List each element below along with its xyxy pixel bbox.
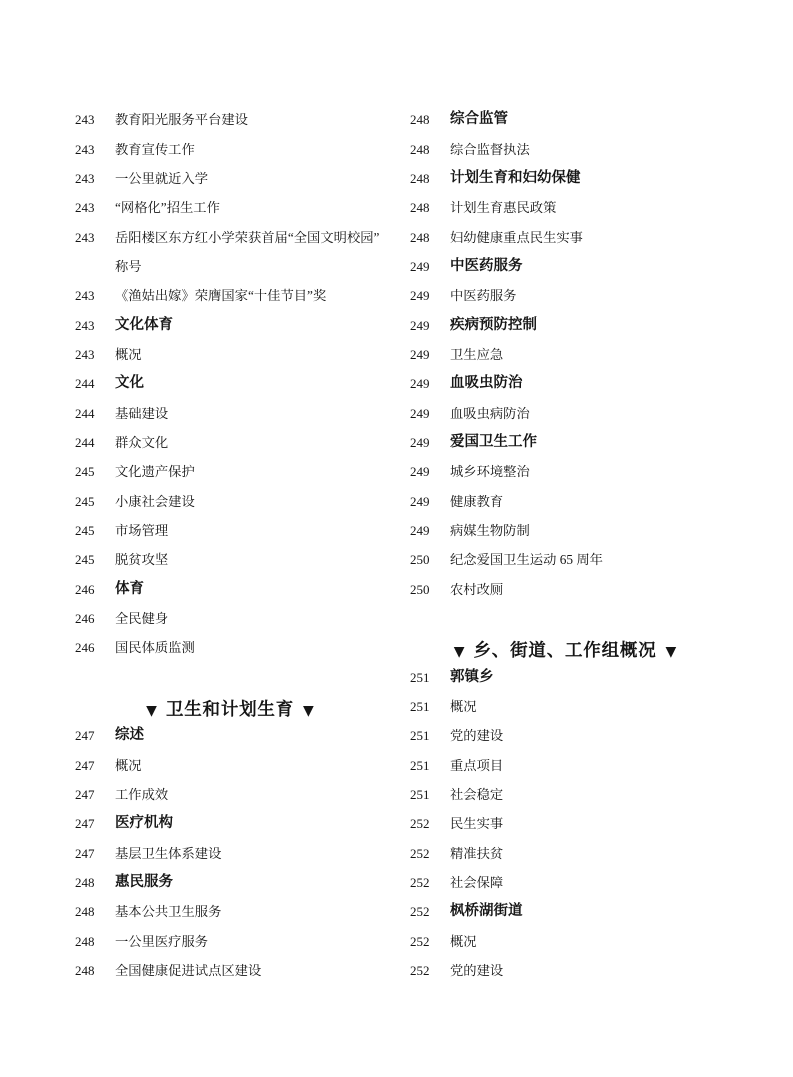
toc-entry-title: 教育宣传工作 (115, 141, 195, 157)
toc-heading (75, 721, 385, 750)
toc-entry-title: 健康教育 (450, 493, 504, 509)
toc-entry-title: 党的建设 (450, 962, 504, 978)
toc-entry (410, 809, 720, 838)
toc-entry (410, 399, 720, 428)
toc-entry (410, 868, 720, 897)
down-triangle-icon (454, 640, 465, 660)
toc-entry-title: 医疗机构 (115, 815, 173, 832)
toc-entry-title: 概况 (450, 698, 477, 714)
toc-entry-title: 称号 (115, 258, 142, 274)
toc-entry-title: 脱贫攻坚 (115, 552, 169, 568)
toc-entry (75, 281, 385, 310)
toc-entry (410, 487, 720, 516)
toc-page-number: 249 (410, 493, 430, 509)
toc-entry-title: 国民体质监测 (115, 640, 195, 656)
toc-entry-title: 中医药服务 (450, 257, 523, 274)
toc-page-number: 252 (410, 816, 430, 832)
toc-entry (410, 545, 720, 574)
toc-entry-title: 群众文化 (115, 434, 169, 450)
toc-entry (75, 545, 385, 574)
toc-entry-title: 基础建设 (115, 405, 169, 421)
toc-page-number: 243 (75, 112, 95, 128)
toc-page-number: 245 (75, 522, 95, 538)
toc-page-number: 252 (410, 904, 430, 920)
toc-entry-title: 血吸虫防治 (450, 375, 523, 392)
section-header (75, 695, 385, 724)
toc-entry-title: 一公里医疗服务 (115, 933, 209, 949)
toc-entry (410, 839, 720, 868)
toc-entry (410, 281, 720, 310)
toc-page-number: 249 (410, 346, 430, 362)
toc-entry (75, 193, 385, 222)
toc-page-number: 243 (75, 170, 95, 186)
toc-entry-title: 社会稳定 (450, 786, 504, 802)
toc-page-number: 247 (75, 816, 95, 832)
toc-heading (410, 252, 720, 281)
toc-entry-title: 概况 (115, 346, 142, 362)
section-title: 乡、街道、工作组概况 (473, 640, 657, 661)
toc-entry-title: 卫生应急 (450, 346, 504, 362)
toc-entry-title: 全民健身 (115, 610, 169, 626)
toc-page-number: 248 (75, 962, 95, 978)
toc-entry (410, 721, 720, 750)
toc-heading (75, 868, 385, 897)
toc-page-number: 248 (75, 933, 95, 949)
toc-entry (410, 457, 720, 486)
toc-entry-title: 基层卫生体系建设 (115, 845, 222, 861)
toc-entry (75, 956, 385, 985)
toc-entry (75, 223, 385, 252)
toc-entry (75, 428, 385, 457)
toc-entry (75, 105, 385, 134)
toc-page-number: 248 (410, 229, 430, 245)
toc-entry (75, 780, 385, 809)
toc-entry (410, 575, 720, 604)
toc-entry-title: 概况 (450, 933, 477, 949)
section-header (410, 636, 720, 665)
toc-heading (410, 105, 720, 134)
toc-entry (75, 164, 385, 193)
toc-section (410, 633, 720, 985)
toc-heading (75, 311, 385, 340)
toc-entry-title: 文化体育 (115, 316, 173, 333)
toc-entry-title: 城乡环境整治 (450, 464, 530, 480)
toc-page-number: 243 (75, 229, 95, 245)
toc-page-number: 251 (410, 728, 430, 744)
toc-page-number: 243 (75, 288, 95, 304)
toc-page-number: 245 (75, 464, 95, 480)
toc-heading (410, 311, 720, 340)
toc-page-number: 250 (410, 581, 430, 597)
toc-entry-title: 一公里就近入学 (115, 170, 209, 186)
toc-entry-title: 综合监管 (450, 111, 508, 128)
toc-entry-title: 全国健康促进试点区建设 (115, 962, 262, 978)
toc-page-number: 247 (75, 786, 95, 802)
toc-page-number: 249 (410, 522, 430, 538)
toc-entry (410, 780, 720, 809)
toc-entry-list (75, 105, 385, 662)
toc-entry (410, 340, 720, 369)
toc-page-number: 249 (410, 434, 430, 450)
toc-entry-title: 市场管理 (115, 522, 169, 538)
toc-entry (75, 340, 385, 369)
toc-entry-title: 妇幼健康重点民生实事 (450, 229, 583, 245)
toc-entry-title: 病媒生物防制 (450, 522, 530, 538)
toc-page-number: 246 (75, 610, 95, 626)
toc-entry (410, 135, 720, 164)
toc-entry-title: “网格化”招生工作 (115, 200, 220, 216)
toc-entry (410, 751, 720, 780)
toc-entry-title: 计划生育惠民政策 (450, 200, 557, 216)
toc-entry-list (75, 721, 385, 985)
toc-left-column (75, 105, 385, 985)
toc-page-number: 250 (410, 552, 430, 568)
toc-heading (410, 164, 720, 193)
toc-heading (75, 369, 385, 398)
toc-entry-title: 《渔姑出嫁》荣膺国家“十佳节目”奖 (115, 288, 327, 304)
toc-section (75, 692, 385, 985)
toc-entry-list (410, 105, 720, 604)
toc-page-number: 251 (410, 757, 430, 773)
toc-entry (75, 633, 385, 662)
toc-page-number: 243 (75, 141, 95, 157)
toc-entry (75, 897, 385, 926)
toc-entry-title: 爱国卫生工作 (450, 433, 537, 450)
toc-entry-title: 教育阳光服务平台建设 (115, 112, 248, 128)
toc-entry-title: 社会保障 (450, 874, 504, 890)
toc-page-number: 248 (410, 141, 430, 157)
toc-entry (75, 457, 385, 486)
toc-page-number: 243 (75, 317, 95, 333)
toc-entry-list (410, 663, 720, 986)
toc-page-number: 244 (75, 376, 95, 392)
toc-entry (410, 516, 720, 545)
toc-entry (75, 135, 385, 164)
toc-entry (75, 487, 385, 516)
toc-heading (410, 897, 720, 926)
toc-page-number: 252 (410, 845, 430, 861)
toc-entry-title: 计划生育和妇幼保健 (450, 169, 581, 186)
toc-entry (75, 516, 385, 545)
toc-page-number: 247 (75, 845, 95, 861)
toc-entry-title: 概况 (115, 757, 142, 773)
toc-page-number: 249 (410, 405, 430, 421)
toc-entry-title: 基本公共卫生服务 (115, 904, 222, 920)
toc-heading (410, 369, 720, 398)
toc-page-number: 252 (410, 874, 430, 890)
toc-page-number: 251 (410, 698, 430, 714)
toc-page-number: 243 (75, 346, 95, 362)
toc-page-number: 245 (75, 552, 95, 568)
down-triangle-icon (666, 640, 677, 660)
toc-entry-title: 文化 (115, 375, 144, 392)
toc-entry (410, 692, 720, 721)
toc-entry-title: 工作成效 (115, 786, 169, 802)
toc-heading (75, 809, 385, 838)
toc-page-number: 252 (410, 933, 430, 949)
down-triangle-icon (146, 699, 157, 719)
toc-entry (75, 399, 385, 428)
toc-entry-title: 惠民服务 (115, 873, 173, 890)
toc-entry-title: 枫桥湖街道 (450, 903, 523, 920)
toc-page-number: 247 (75, 728, 95, 744)
toc-page-number: 252 (410, 962, 430, 978)
toc-entry (75, 751, 385, 780)
toc-page-number: 248 (410, 170, 430, 186)
toc-entry-title: 党的建设 (450, 728, 504, 744)
down-triangle-icon (303, 699, 314, 719)
toc-page-number: 251 (410, 669, 430, 685)
toc-heading (410, 663, 720, 692)
toc-entry (410, 927, 720, 956)
toc-entry-title: 农村改厕 (450, 581, 504, 597)
toc-entry-title: 小康社会建设 (115, 493, 195, 509)
toc-entry-title: 岳阳楼区东方红小学荣获首届“全国文明校园” (115, 229, 380, 245)
toc-heading (410, 428, 720, 457)
toc-page-number: 251 (410, 786, 430, 802)
toc-page-number: 248 (410, 112, 430, 128)
toc-page-number: 248 (75, 874, 95, 890)
toc-page-number: 249 (410, 288, 430, 304)
toc-entry (410, 956, 720, 985)
toc-page-number: 249 (410, 464, 430, 480)
toc-entry-title: 中医药服务 (450, 288, 517, 304)
toc-page-number: 245 (75, 493, 95, 509)
toc-entry-title: 重点项目 (450, 757, 504, 773)
toc-entry-title: 血吸虫病防治 (450, 405, 530, 421)
toc-page-number: 249 (410, 376, 430, 392)
toc-right-column (410, 105, 720, 985)
toc-entry (410, 193, 720, 222)
toc-entry-title: 纪念爱国卫生运动 65 周年 (450, 552, 603, 568)
toc-page-number: 243 (75, 200, 95, 216)
toc-heading (75, 575, 385, 604)
toc-entry (75, 927, 385, 956)
toc-entry (75, 839, 385, 868)
toc-page-number: 248 (75, 904, 95, 920)
toc-page-number: 248 (410, 200, 430, 216)
toc-page-number: 247 (75, 757, 95, 773)
toc-page-number: 244 (75, 434, 95, 450)
toc-page-number: 246 (75, 581, 95, 597)
toc-entry-title: 文化遗产保护 (115, 464, 195, 480)
toc-page-number: 244 (75, 405, 95, 421)
toc-entry-title: 民生实事 (450, 816, 504, 832)
toc-entry-title: 综合监督执法 (450, 141, 530, 157)
toc-page-number: 249 (410, 317, 430, 333)
section-title: 卫生和计划生育 (165, 698, 295, 719)
toc-entry (410, 223, 720, 252)
toc-entry-title: 疾病预防控制 (450, 316, 537, 333)
toc-entry-continuation (75, 252, 385, 281)
toc-page-number: 249 (410, 258, 430, 274)
toc-entry-title: 精准扶贫 (450, 845, 504, 861)
toc-entry-title: 综述 (115, 727, 144, 744)
toc-entry-title: 体育 (115, 580, 144, 597)
toc-entry (75, 604, 385, 633)
toc-page-number: 246 (75, 640, 95, 656)
toc-entry-title: 郭镇乡 (450, 668, 494, 685)
